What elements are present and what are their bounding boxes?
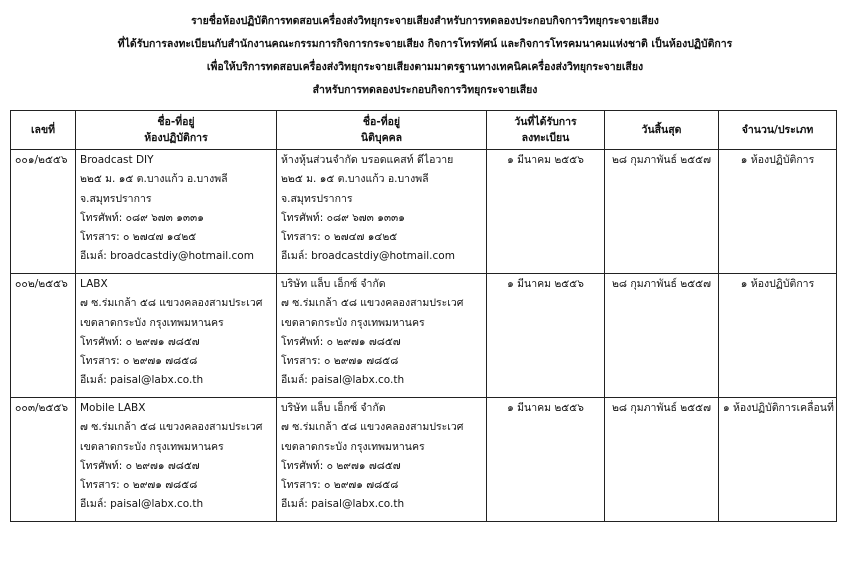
header-quantity-type: จำนวน/ประเภท <box>719 111 837 150</box>
heading-line-2: ที่ได้รับการลงทะเบียนกับสำนักงานคณะกรรมการกิจการกระจายเสียง กิจการโทรทัศน์ และกิจการโทรคมนาคมแห่งชาติ เป็นห้องปฏิบัติการ <box>117 38 733 50</box>
registration-table <box>10 110 837 522</box>
document-heading <box>0 10 850 102</box>
table-header-row <box>11 111 837 150</box>
heading-line-3: เพื่อให้บริการทดสอบเครื่องส่งวิทยุกระจายเสียงตามมาตรฐานทางเทคนิคเครื่องส่งวิทยุกระจายเสียง <box>206 61 644 73</box>
end-date: ๒๘ กุมภาพันธ์ ๒๕๕๗ <box>605 398 719 522</box>
entity-name-address: บริษัท แล็บ เอ็กซ์ จำกัด ๗ ซ.ร่มเกล้า ๕๘ แขวงคลองสามประเวศ เขตลาดกระบัง กรุงเทพมหานคร โทรศัพท์: ๐ ๒๙๗๑ ๗๘๕๗ โทรสาร: ๐ ๒๙๗๑ ๗๘๕๘ อีเมล์: paisal@labx.co.th <box>277 274 487 398</box>
lab-name-address: Broadcast DIY ๒๒๕ ม. ๑๕ ต.บางแก้ว อ.บางพลี จ.สมุทรปราการ โทรศัพท์: ๐๘๙ ๖๗๓ ๑๓๓๑ โทรสาร: ๐ ๒๗๔๗ ๑๔๒๕ อีเมล์: broadcastdiy@hotmail.com <box>76 150 277 274</box>
entity-name-address: ห้างหุ้นส่วนจำกัด บรอดแคสท์ ดีไอวาย ๒๒๕ ม. ๑๕ ต.บางแก้ว อ.บางพลี จ.สมุทรปราการ โทรศัพท์: ๐๘๙ ๖๗๓ ๑๓๓๑ โทรสาร: ๐ ๒๗๔๗ ๑๔๒๕ อีเมล์: broadcastdiy@hotmail.com <box>277 150 487 274</box>
header-registration-date: วันที่ได้รับการ ลงทะเบียน <box>487 111 605 150</box>
table-row <box>11 274 837 398</box>
header-entity: ชื่อ-ที่อยู่ นิติบุคคล <box>277 111 487 150</box>
registration-number: ๐๐๑/๒๕๕๖ <box>11 150 76 274</box>
registration-date: ๑ มีนาคม ๒๕๕๖ <box>487 150 605 274</box>
quantity-type: ๑ ห้องปฏิบัติการ <box>719 150 837 274</box>
entity-name-address: บริษัท แล็บ เอ็กซ์ จำกัด ๗ ซ.ร่มเกล้า ๕๘ แขวงคลองสามประเวศ เขตลาดกระบัง กรุงเทพมหานคร โทรศัพท์: ๐ ๒๙๗๑ ๗๘๕๗ โทรสาร: ๐ ๒๙๗๑ ๗๘๕๘ อีเมล์: paisal@labx.co.th <box>277 398 487 522</box>
quantity-type: ๑ ห้องปฏิบัติการเคลื่อนที่ <box>719 398 837 522</box>
header-no: เลขที่ <box>11 111 76 150</box>
lab-name-address: Mobile LABX ๗ ซ.ร่มเกล้า ๕๘ แขวงคลองสามประเวศ เขตลาดกระบัง กรุงเทพมหานคร โทรศัพท์: ๐ ๒๙๗๑ ๗๘๕๗ โทรสาร: ๐ ๒๙๗๑ ๗๘๕๘ อีเมล์: paisal@labx.co.th <box>76 398 277 522</box>
registration-date: ๑ มีนาคม ๒๕๕๖ <box>487 398 605 522</box>
end-date: ๒๘ กุมภาพันธ์ ๒๕๕๗ <box>605 150 719 274</box>
header-lab: ชื่อ-ที่อยู่ ห้องปฏิบัติการ <box>76 111 277 150</box>
registration-date: ๑ มีนาคม ๒๕๕๖ <box>487 274 605 398</box>
registration-number: ๐๐๒/๒๕๕๖ <box>11 274 76 398</box>
table-row <box>11 398 837 522</box>
table-row <box>11 150 837 274</box>
heading-line-4: สำหรับการทดลองประกอบกิจการวิทยุกระจายเสียง <box>312 84 538 96</box>
heading-line-1: รายชื่อห้องปฏิบัติการทดสอบเครื่องส่งวิทยุกระจายเสียงสำหรับการทดลองประกอบกิจการวิทยุกระจายเสียง <box>191 15 659 27</box>
end-date: ๒๘ กุมภาพันธ์ ๒๕๕๗ <box>605 274 719 398</box>
lab-name-address: LABX ๗ ซ.ร่มเกล้า ๕๘ แขวงคลองสามประเวศ เขตลาดกระบัง กรุงเทพมหานคร โทรศัพท์: ๐ ๒๙๗๑ ๗๘๕๗ โทรสาร: ๐ ๒๙๗๑ ๗๘๕๘ อีเมล์: paisal@labx.co.th <box>76 274 277 398</box>
header-end-date: วันสิ้นสุด <box>605 111 719 150</box>
quantity-type: ๑ ห้องปฏิบัติการ <box>719 274 837 398</box>
registration-number: ๐๐๓/๒๕๕๖ <box>11 398 76 522</box>
